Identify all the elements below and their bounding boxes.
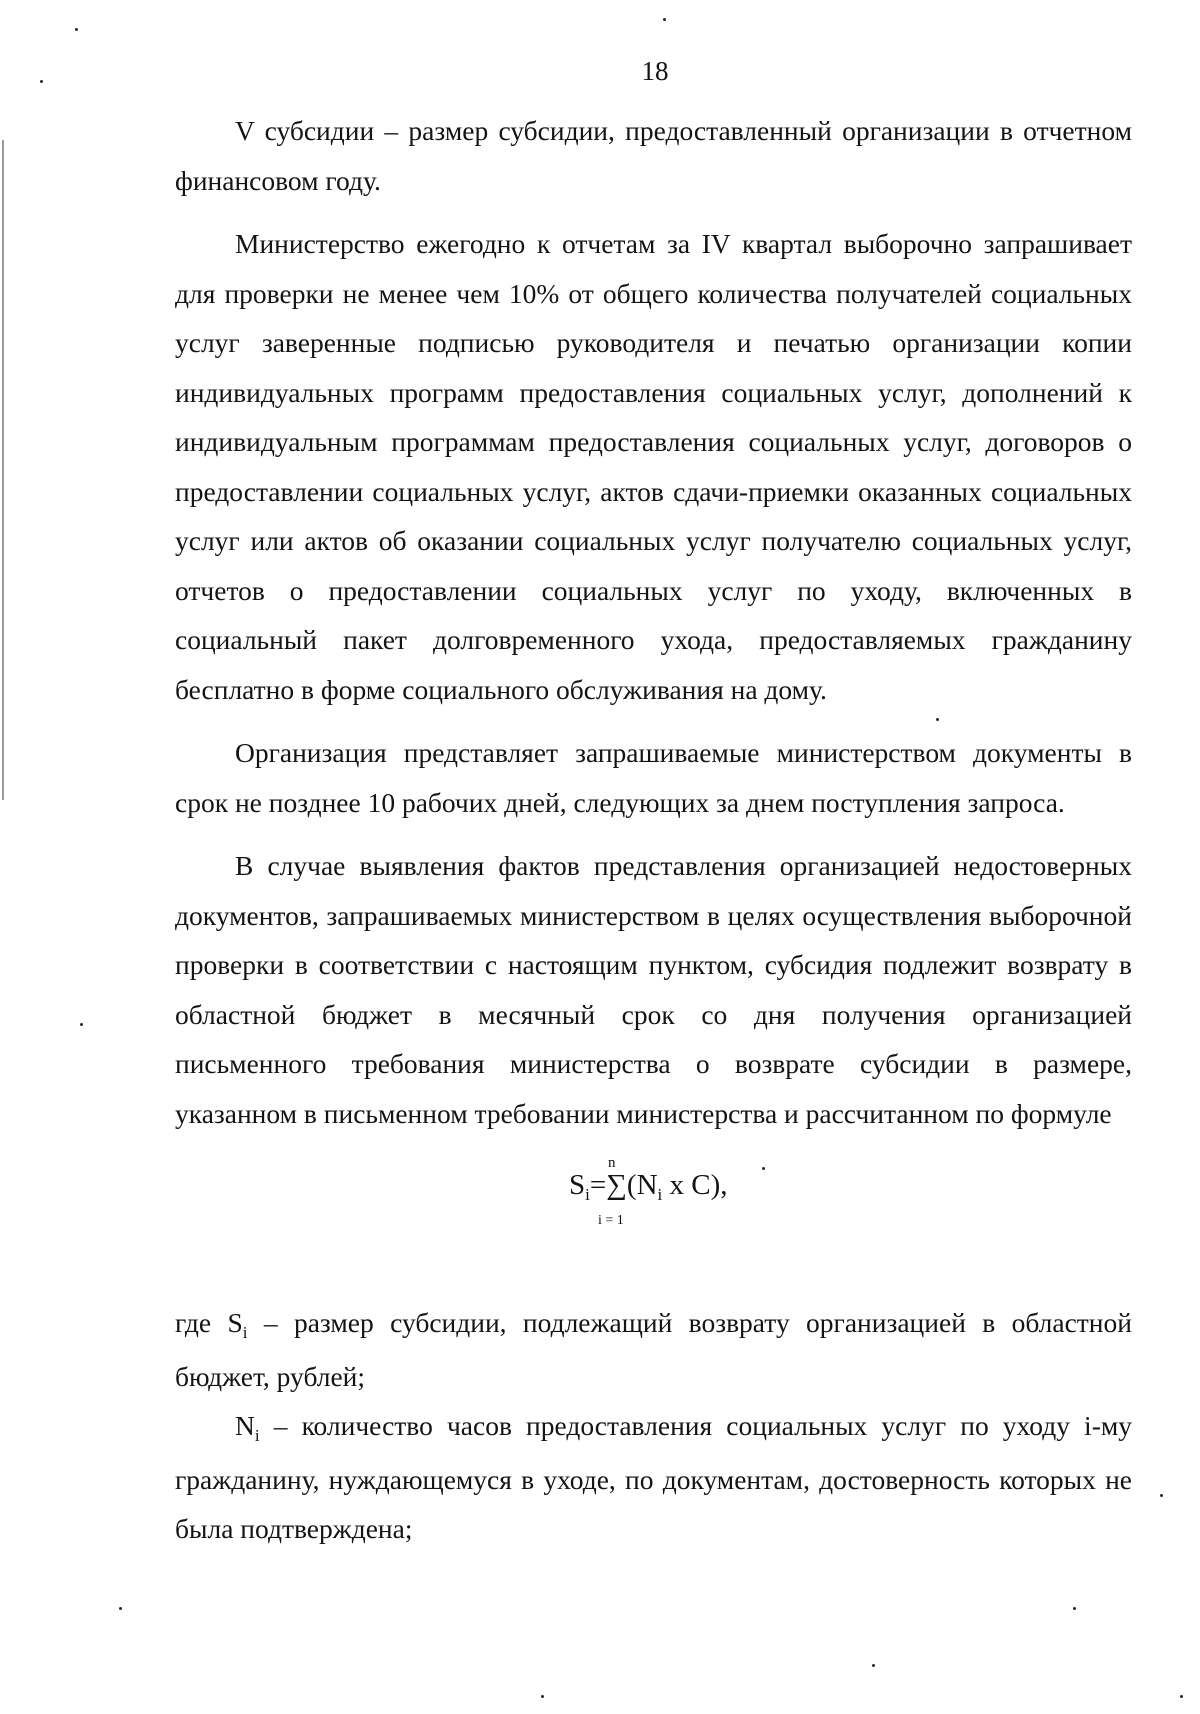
definition-s-subscript: i <box>242 1323 248 1342</box>
scan-speck <box>40 80 43 83</box>
formula-equals: = <box>589 1169 607 1201</box>
definition-n-prefix: N <box>235 1410 255 1441</box>
scan-speck <box>762 1167 765 1170</box>
sum-lower-limit: i = 1 <box>598 1213 624 1228</box>
scan-speck <box>663 18 666 21</box>
refund-formula <box>175 1148 1132 1298</box>
paragraph-unreliable-documents: В случае выявления фактов представления организацией недостоверных документов, запрашиваемых министерством в целях осуществления выборочной проверки в соответствии с настоящим пунктом, субсидия подлежит возврату в областной бюджет в месячный срок со дня получения организацией письменного требования министерства о возврате субсидии в размере, указанном в письменном требовании министерства и рассчитанном по формуле <box>175 850 1132 1129</box>
definition-s-i <box>175 1298 1132 1401</box>
formula-expression <box>569 1160 728 1214</box>
scan-speck <box>1160 1494 1163 1497</box>
paragraph-ministry-request: Министерство ежегодно к отчетам за IV квартал выборочно запрашивает для проверки не менее чем 10% от общего количества получателей социальных услуг заверенные подписью руководителя и печатью организации копии индивидуальных программ предоставления социальных услуг, дополнений к индивидуальным программам предоставления социальных услуг, договоров о предоставлении социальных услуг, актов сдачи-приемки оказанных социальных услуг или актов об оказании социальных услуг получателю социальных услуг, отчетов о предоставлении социальных услуг по уходу, включенных в социальный пакет долговременного ухода, предоставляемых гражданину бесплатно в форме социального обслуживания на дому. <box>175 228 1132 705</box>
scan-speck <box>1073 1607 1076 1610</box>
sum-symbol: ∑ <box>606 1169 627 1201</box>
formula-body-subscript: i <box>657 1185 663 1204</box>
definition-s-text: – размер субсидии, подлежащий возврату организацией в областной бюджет, рублей; <box>175 1307 1132 1392</box>
scan-speck <box>1180 1695 1183 1698</box>
paragraph-v-subsidy: V субсидии – размер субсидии, предоставленный организации в отчетном финансовом году. <box>175 115 1132 196</box>
scan-speck <box>75 28 78 31</box>
scan-speck <box>80 1023 83 1026</box>
definition-n-subscript: i <box>254 1426 260 1445</box>
formula-body-rest: x C), <box>662 1169 728 1201</box>
document-body <box>175 106 1132 1554</box>
scan-speck <box>541 1695 544 1698</box>
formula-lhs-subscript: i <box>585 1185 590 1204</box>
scan-speck <box>119 1607 122 1610</box>
paragraph-organization-submits: Организация представляет запрашиваемые министерством документы в срок не позднее 10 рабочих дней, следующих за днем поступления запроса. <box>175 737 1132 818</box>
definition-n-i <box>175 1401 1132 1554</box>
scan-speck <box>872 1664 875 1667</box>
scan-edge-line <box>2 140 4 800</box>
formula-body-open: (N <box>626 1169 658 1201</box>
scan-speck <box>936 718 939 721</box>
sum-upper-limit: n <box>608 1155 616 1171</box>
page-number: 18 <box>641 56 669 86</box>
formula-lhs: S <box>569 1169 586 1201</box>
definition-n-text: – количество часов предоставления социальных услуг по уходу i-му гражданину, нуждающемуся в уходе, по документам, достоверность которых не была подтверждена; <box>175 1410 1132 1544</box>
definition-s-prefix: где S <box>175 1307 243 1338</box>
